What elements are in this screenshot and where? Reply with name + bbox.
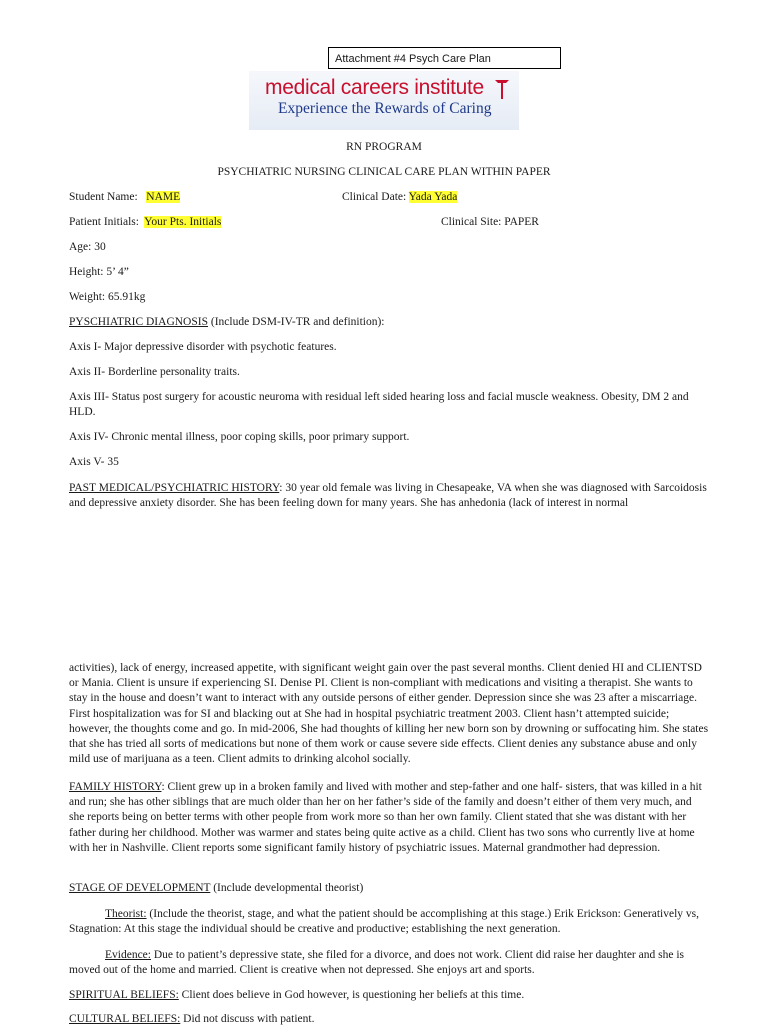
age: Age: 30 [69, 241, 106, 253]
axis-2: Axis II- Borderline personality traits. [69, 366, 240, 378]
axis-3: Axis III- Status post surgery for acoustic neuroma with residual left sided hearing loss and facial muscle weakness. Obesity, DM 2 and HLD. [69, 391, 689, 419]
spiritual-heading: SPIRITUAL BELIEFS: [69, 989, 179, 1001]
clinical-date-row [342, 191, 457, 203]
page-title: PSYCHIATRIC NURSING CLINICAL CARE PLAN WITHIN PAPER [217, 166, 551, 178]
history-heading: PAST MEDICAL/PSYCHIATRIC HISTORY [69, 482, 280, 494]
student-name-label: Student Name: [69, 191, 138, 203]
clinical-date-label: Clinical Date: [342, 191, 407, 203]
spiritual-text: Client does believe in God however, is questioning her beliefs at this time. [178, 989, 525, 1001]
logo-tagline: Experience the Rewards of Caring [278, 100, 492, 117]
diagnosis-heading: PYSCHIATRIC DIAGNOSIS [69, 316, 208, 328]
weight: Weight: 65.91kg [69, 291, 146, 303]
theorist-text: (Include the theorist, stage, and what the patient should be accomplishing at this stage.) Erik Erickson: Generatively vs, Stagnation: At this stage the individual should be creative and productive; establishing the next generation. [69, 908, 700, 936]
axis-4: Axis IV- Chronic mental illness, poor coping skills, poor primary support. [69, 431, 410, 443]
caduceus-icon [494, 77, 510, 99]
evidence-text: Due to patient’s depressive state, she filed for a divorce, and does not work. Client did raise her daughter and she is moved out of the home and married. Client is creative when not depressed. She enjoys art and sports. [69, 949, 684, 977]
student-name-row [69, 191, 180, 203]
history-text-part1: : 30 year old female was living in Chesapeake, VA when she was diagnosed with Sarcoidosis and depressive anxiety disorder. She has been feeling down for many years. She has anhedonia (lack of interest in normal [69, 482, 707, 510]
axis-5: Axis V- 35 [69, 456, 119, 468]
clinical-date-value: Yada Yada [408, 191, 458, 203]
patient-initials-value: Your Pts. Initials [144, 216, 222, 228]
axis-1: Axis I- Major depressive disorder with psychotic features. [69, 341, 337, 353]
patient-initials-row [69, 216, 221, 228]
institute-logo [249, 71, 519, 130]
cultural-row [69, 1013, 314, 1025]
attachment-label: Attachment #4 Psych Care Plan [328, 47, 561, 69]
development-heading-row [69, 882, 363, 894]
cultural-heading: CULTURAL BELIEFS: [69, 1013, 181, 1025]
diagnosis-heading-row [69, 316, 385, 328]
clinical-site: Clinical Site: PAPER [441, 216, 539, 228]
theorist-label: Theorist: [105, 908, 147, 920]
diagnosis-heading-note: (Include DSM-IV-TR and definition): [207, 316, 385, 328]
cultural-text: Did not discuss with patient. [180, 1013, 315, 1025]
development-heading: STAGE OF DEVELOPMENT [69, 882, 211, 894]
family-section [69, 780, 709, 856]
student-name-value: NAME [146, 191, 181, 203]
family-heading: FAMILY HISTORY [69, 781, 162, 793]
history-section [69, 481, 709, 511]
evidence-paragraph [69, 948, 709, 978]
patient-initials-label: Patient Initials: [69, 216, 139, 228]
development-heading-note: (Include developmental theorist) [210, 882, 364, 894]
program-heading: RN PROGRAM [346, 141, 422, 153]
theorist-paragraph [69, 907, 709, 937]
height: Height: 5’ 4” [69, 266, 129, 278]
logo-name: medical careers institute [265, 76, 484, 99]
history-text-continued: activities), lack of energy, increased appetite, with significant weight gain over the past several months. Client denied HI and CLIENTSD or Mania. Client is unsure if experiencing SI. Denise PI. Client is non-compliant with medications and visiting a therapist. She wants to stay in the house and doesn’t want to interact with any outside persons of either gender. Depression since she was 23 after a miscarriage. First hospitalization was for SI and blacking out at She had in hospital psychiatric treatment 2003. Client hasn’t attempted suicide; however, the thoughts come and go. In mid-2006, She had thoughts of killing her new born son by drowning or suffocating him. She states that she has tried all sorts of medications but none of them work or cause severe side effects. Client denies any substance abuse and only mild use of marijuana as a teen. Client admits to drinking alcohol socially. [69, 662, 709, 766]
evidence-label: Evidence: [105, 949, 151, 961]
spiritual-row [69, 989, 524, 1001]
family-text: : Client grew up in a broken family and lived with mother and step-father and one half- sisters, that was killed in a hit and run; she has other siblings that are much older than her on her father’s side of the family and doesn’t either of them very much, and she reports being on better terms with other people from work more so than her own family. Client stated that she was distant with her father during her childhood. Mother was warmer and states being quite active as a child. Client has two sons who currently live at home with her in Nashville. Client reports some significant family history of psychiatric issues. Maternal grandmother had depression. [69, 781, 702, 854]
